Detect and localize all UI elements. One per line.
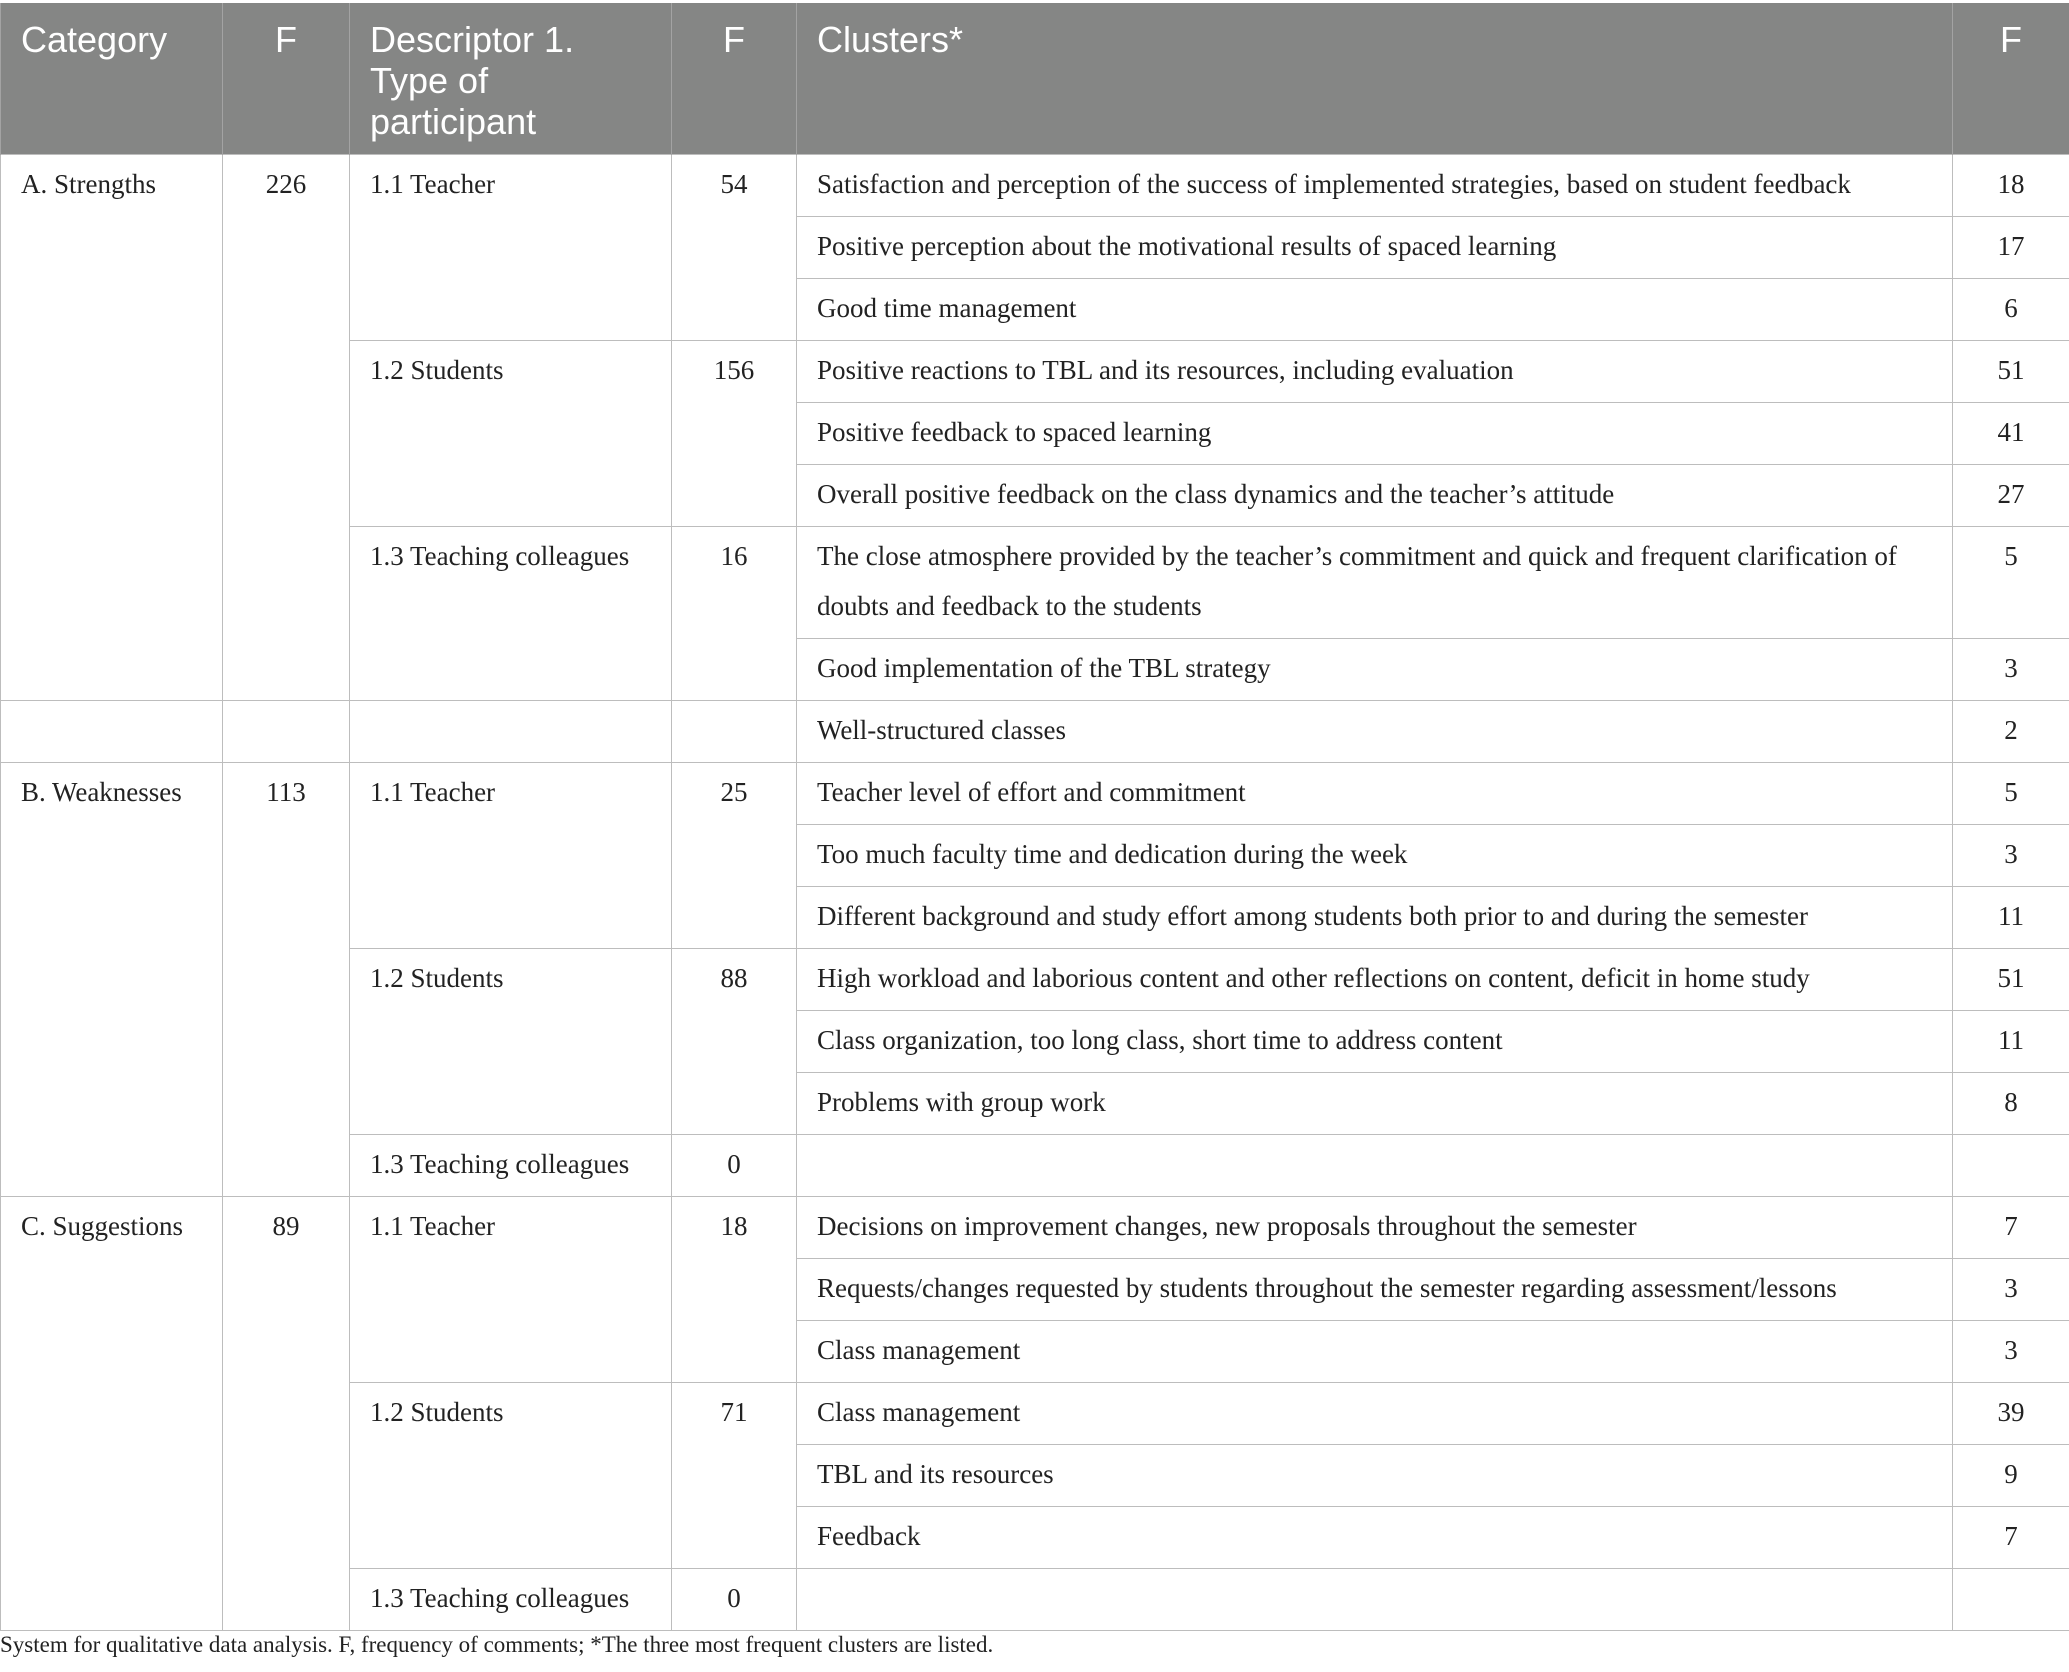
descriptor-frequency-cell: 16 bbox=[672, 527, 797, 701]
descriptor-frequency-cell: 71 bbox=[672, 1383, 797, 1569]
table-header bbox=[1, 3, 2069, 155]
empty-descriptor-frequency-cell bbox=[672, 701, 797, 763]
cluster-cell: Class organization, too long class, short time to address content bbox=[797, 1011, 1953, 1073]
descriptor-frequency-cell: 25 bbox=[672, 763, 797, 949]
cluster-cell: Problems with group work bbox=[797, 1073, 1953, 1135]
cluster-cell: Positive perception about the motivational results of spaced learning bbox=[797, 217, 1953, 279]
cluster-frequency-cell: 3 bbox=[1953, 1259, 2069, 1321]
cluster-frequency-cell: 3 bbox=[1953, 825, 2069, 887]
empty-category-frequency-cell bbox=[223, 701, 350, 763]
table-row bbox=[1, 763, 2069, 825]
cluster-frequency-cell: 8 bbox=[1953, 1073, 2069, 1135]
header-descriptor: Descriptor 1. Type of participant bbox=[350, 3, 672, 155]
category-cell: A. Strengths bbox=[1, 155, 223, 701]
empty-descriptor-cell bbox=[350, 701, 672, 763]
cluster-frequency-cell: 39 bbox=[1953, 1383, 2069, 1445]
descriptor-cell: 1.1 Teacher bbox=[350, 1197, 672, 1383]
descriptor-frequency-cell: 88 bbox=[672, 949, 797, 1135]
cluster-frequency-cell: 41 bbox=[1953, 403, 2069, 465]
table-row bbox=[1, 155, 2069, 217]
header-row bbox=[1, 3, 2069, 155]
cluster-frequency-cell: 18 bbox=[1953, 155, 2069, 217]
cluster-cell: Positive feedback to spaced learning bbox=[797, 403, 1953, 465]
descriptor-frequency-cell: 0 bbox=[672, 1569, 797, 1631]
cluster-frequency-cell: 17 bbox=[1953, 217, 2069, 279]
table-row bbox=[1, 1197, 2069, 1259]
header-category-frequency: F bbox=[223, 3, 350, 155]
cluster-frequency-cell: 3 bbox=[1953, 639, 2069, 701]
table-footnote: System for qualitative data analysis. F, frequency of comments; *The three most frequent clusters are listed. bbox=[0, 1632, 994, 1657]
category-cell: B. Weaknesses bbox=[1, 763, 223, 1197]
cluster-frequency-cell: 7 bbox=[1953, 1197, 2069, 1259]
table-body bbox=[1, 155, 2069, 1631]
results-table-container bbox=[0, 3, 2069, 1631]
empty-category-cell bbox=[1, 701, 223, 763]
cluster-frequency-cell: 11 bbox=[1953, 887, 2069, 949]
cluster-frequency-cell: 6 bbox=[1953, 279, 2069, 341]
cluster-cell: Satisfaction and perception of the success of implemented strategies, based on student feedback bbox=[797, 155, 1953, 217]
descriptor-cell: 1.1 Teacher bbox=[350, 763, 672, 949]
cluster-frequency-cell: 27 bbox=[1953, 465, 2069, 527]
header-category: Category bbox=[1, 3, 223, 155]
header-cluster-frequency: F bbox=[1953, 3, 2069, 155]
category-frequency-cell: 226 bbox=[223, 155, 350, 701]
descriptor-frequency-cell: 156 bbox=[672, 341, 797, 527]
descriptor-cell: 1.2 Students bbox=[350, 341, 672, 527]
cluster-cell: Different background and study effort among students both prior to and during the semester bbox=[797, 887, 1953, 949]
cluster-cell: Decisions on improvement changes, new proposals throughout the semester bbox=[797, 1197, 1953, 1259]
cluster-cell: Class management bbox=[797, 1383, 1953, 1445]
descriptor-frequency-cell: 18 bbox=[672, 1197, 797, 1383]
cluster-cell: The close atmosphere provided by the teacher’s commitment and quick and frequent clarification of doubts and feedback to the students bbox=[797, 527, 1953, 639]
cluster-cell: Class management bbox=[797, 1321, 1953, 1383]
descriptor-frequency-cell: 0 bbox=[672, 1135, 797, 1197]
descriptor-cell: 1.2 Students bbox=[350, 1383, 672, 1569]
empty-cluster-cell bbox=[797, 1569, 1953, 1631]
descriptor-cell: 1.3 Teaching colleagues bbox=[350, 1569, 672, 1631]
header-descriptor-frequency: F bbox=[672, 3, 797, 155]
cluster-cell: Well-structured classes bbox=[797, 701, 1953, 763]
category-frequency-cell: 113 bbox=[223, 763, 350, 1197]
cluster-cell: Positive reactions to TBL and its resources, including evaluation bbox=[797, 341, 1953, 403]
qualitative-analysis-table bbox=[0, 3, 2069, 1631]
cluster-cell: Requests/changes requested by students throughout the semester regarding assessment/lessons bbox=[797, 1259, 1953, 1321]
cluster-frequency-cell: 5 bbox=[1953, 527, 2069, 639]
cluster-frequency-cell: 3 bbox=[1953, 1321, 2069, 1383]
table-row bbox=[1, 701, 2069, 763]
cluster-cell: Good implementation of the TBL strategy bbox=[797, 639, 1953, 701]
descriptor-cell: 1.3 Teaching colleagues bbox=[350, 527, 672, 701]
cluster-cell: TBL and its resources bbox=[797, 1445, 1953, 1507]
empty-cluster-frequency-cell bbox=[1953, 1569, 2069, 1631]
cluster-frequency-cell: 9 bbox=[1953, 1445, 2069, 1507]
cluster-cell: Feedback bbox=[797, 1507, 1953, 1569]
category-frequency-cell: 89 bbox=[223, 1197, 350, 1631]
cluster-cell: Teacher level of effort and commitment bbox=[797, 763, 1953, 825]
empty-cluster-cell bbox=[797, 1135, 1953, 1197]
cluster-frequency-cell: 11 bbox=[1953, 1011, 2069, 1073]
cluster-frequency-cell: 2 bbox=[1953, 701, 2069, 763]
empty-cluster-frequency-cell bbox=[1953, 1135, 2069, 1197]
descriptor-cell: 1.2 Students bbox=[350, 949, 672, 1135]
category-cell: C. Suggestions bbox=[1, 1197, 223, 1631]
cluster-cell: Too much faculty time and dedication during the week bbox=[797, 825, 1953, 887]
cluster-frequency-cell: 51 bbox=[1953, 949, 2069, 1011]
descriptor-cell: 1.3 Teaching colleagues bbox=[350, 1135, 672, 1197]
cluster-cell: High workload and laborious content and other reflections on content, deficit in home study bbox=[797, 949, 1953, 1011]
cluster-cell: Good time management bbox=[797, 279, 1953, 341]
descriptor-cell: 1.1 Teacher bbox=[350, 155, 672, 341]
cluster-frequency-cell: 7 bbox=[1953, 1507, 2069, 1569]
descriptor-frequency-cell: 54 bbox=[672, 155, 797, 341]
cluster-cell: Overall positive feedback on the class dynamics and the teacher’s attitude bbox=[797, 465, 1953, 527]
header-clusters: Clusters* bbox=[797, 3, 1953, 155]
cluster-frequency-cell: 5 bbox=[1953, 763, 2069, 825]
cluster-frequency-cell: 51 bbox=[1953, 341, 2069, 403]
